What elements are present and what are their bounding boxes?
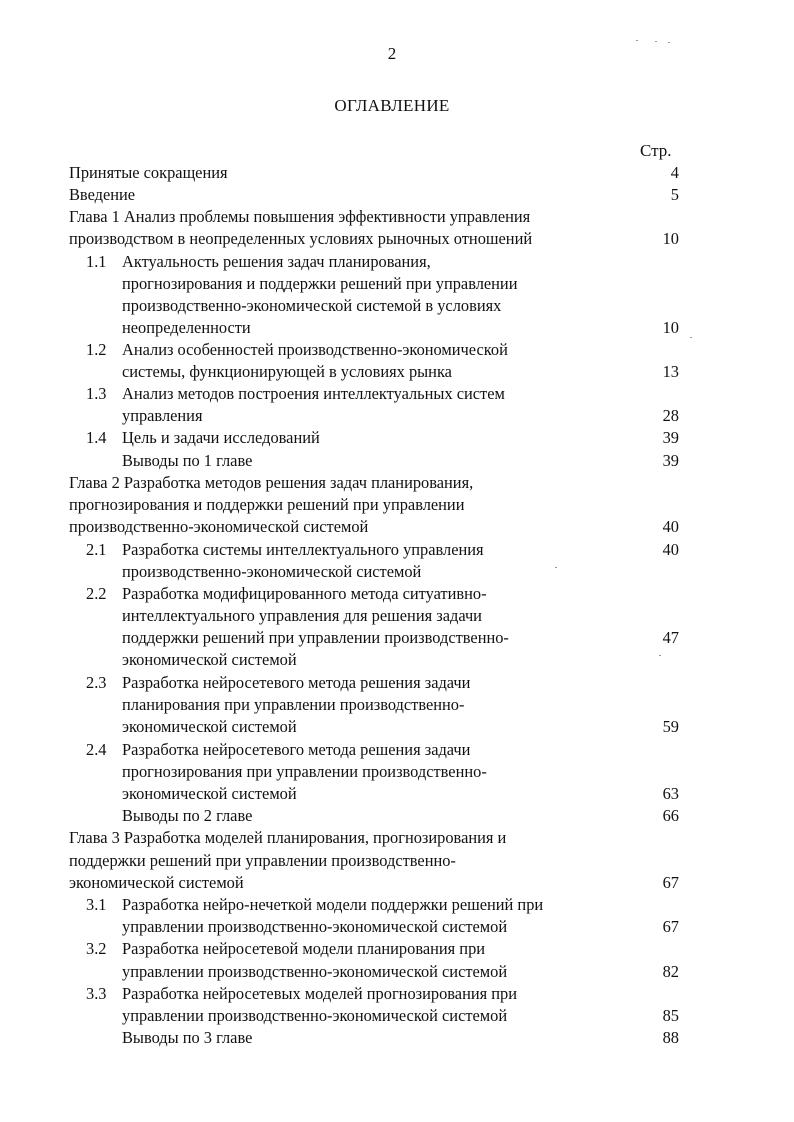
toc-entry-text: экономической системой <box>122 717 297 736</box>
toc-entry-text: Глава 3 Разработка моделей планирования, прогнозирования и <box>69 828 507 847</box>
toc-section-number: 2.2 <box>86 584 107 603</box>
scan-speck <box>655 41 657 42</box>
toc-entry-text: производственно-экономической системой <box>122 562 422 581</box>
toc-entry-text: управлении производственно-экономической системой <box>122 917 508 936</box>
toc-entry-text: управлении производственно-экономической системой <box>122 962 508 981</box>
scan-speck <box>636 40 638 41</box>
toc-section-number: 3.1 <box>86 895 107 914</box>
toc-entry-text: Выводы по 3 главе <box>122 1028 253 1047</box>
toc-entry-page: 88 <box>662 1028 679 1047</box>
toc-entry-text: поддержки решений при управлении производственно- <box>69 851 456 870</box>
toc-entry-page: 28 <box>662 406 679 425</box>
toc-section-number: 2.3 <box>86 673 107 692</box>
page-number: 2 <box>387 44 397 63</box>
toc-entry-page: 10 <box>662 229 679 248</box>
toc-entry-page: 39 <box>662 428 679 447</box>
scan-speck <box>690 337 692 338</box>
toc-entry-text: производственно-экономической системой в условиях <box>122 296 502 315</box>
toc-entry-text: Введение <box>69 185 136 204</box>
toc-section-number: 1.4 <box>86 428 107 447</box>
toc-entry-text: производственно-экономической системой <box>69 517 369 536</box>
toc-entry-text: производством в неопределенных условиях рыночных отношений <box>69 229 533 248</box>
toc-entry-text: Разработка нейро-нечеткой модели поддержки решений при <box>122 895 544 914</box>
toc-entry-text: поддержки решений при управлении производственно- <box>122 628 509 647</box>
toc-entry-text: экономической системой <box>122 650 297 669</box>
toc-entry-page: 66 <box>662 806 679 825</box>
toc-entry-page: 85 <box>662 1006 679 1025</box>
toc-entry-page: 63 <box>662 784 679 803</box>
toc-entry-text: Разработка нейросетевой модели планирования при <box>122 939 486 958</box>
toc-entry-text: управления <box>122 406 203 425</box>
toc-entry-text: Разработка нейросетевого метода решения задачи <box>122 673 471 692</box>
scan-speck <box>659 655 661 656</box>
scan-speck <box>555 567 557 568</box>
toc-section-number: 2.1 <box>86 540 107 559</box>
toc-entry-page: 5 <box>670 185 679 204</box>
toc-entry-text: Разработка нейросетевого метода решения задачи <box>122 740 471 759</box>
toc-section-number: 3.2 <box>86 939 107 958</box>
page-column-label: Стр. <box>640 141 672 160</box>
toc-entry-text: Цель и задачи исследований <box>122 428 320 447</box>
toc-entry-text: интеллектуального управления для решения задачи <box>122 606 482 625</box>
toc-entry-page: 40 <box>662 517 679 536</box>
toc-entry-page: 39 <box>662 451 679 470</box>
toc-entry-page: 13 <box>662 362 679 381</box>
toc-entry-page: 67 <box>662 873 679 892</box>
toc-entry-text: прогнозирования при управлении производственно- <box>122 762 487 781</box>
toc-section-number: 1.2 <box>86 340 107 359</box>
toc-entry-page: 82 <box>662 962 679 981</box>
toc-entry-text: прогнозирования и поддержки решений при управлении <box>122 274 518 293</box>
page-title: ОГЛАВЛЕНИЕ <box>334 96 450 115</box>
toc-entry-text: Выводы по 2 главе <box>122 806 253 825</box>
toc-entry-page: 4 <box>670 163 679 182</box>
toc-entry-text: неопределенности <box>122 318 251 337</box>
toc-section-number: 1.1 <box>86 252 107 271</box>
toc-entry-text: Выводы по 1 главе <box>122 451 253 470</box>
toc-entry-text: Актуальность решения задач планирования, <box>122 252 431 271</box>
toc-entry-text: планирования при управлении производственно- <box>122 695 465 714</box>
toc-entry-text: Разработка системы интеллектуального управления <box>122 540 484 559</box>
toc-entry-page: 40 <box>662 540 679 559</box>
toc-entry-page: 10 <box>662 318 679 337</box>
toc-entry-text: Принятые сокращения <box>69 163 228 182</box>
toc-entry-text: Глава 2 Разработка методов решения задач планирования, <box>69 473 474 492</box>
toc-entry-page: 67 <box>662 917 679 936</box>
toc-entry-text: системы, функционирующей в условиях рынка <box>122 362 452 381</box>
toc-section-number: 1.3 <box>86 384 107 403</box>
toc-entry-text: Анализ методов построения интеллектуальных систем <box>122 384 505 403</box>
toc-entry-text: экономической системой <box>122 784 297 803</box>
toc-entry-text: Разработка нейросетевых моделей прогнозирования при <box>122 984 517 1003</box>
toc-entry-page: 47 <box>662 628 679 647</box>
toc-section-number: 3.3 <box>86 984 107 1003</box>
toc-entry-text: экономической системой <box>69 873 244 892</box>
scan-speck <box>668 42 670 43</box>
toc-entry-page: 59 <box>662 717 679 736</box>
toc-entry-text: прогнозирования и поддержки решений при управлении <box>69 495 465 514</box>
toc-entry-text: Разработка модифицированного метода ситуативно- <box>122 584 487 603</box>
toc-entry-text: Глава 1 Анализ проблемы повышения эффективности управления <box>69 207 531 226</box>
toc-entry-text: Анализ особенностей производственно-экономической <box>122 340 508 359</box>
toc-section-number: 2.4 <box>86 740 107 759</box>
toc-entry-text: управлении производственно-экономической системой <box>122 1006 508 1025</box>
